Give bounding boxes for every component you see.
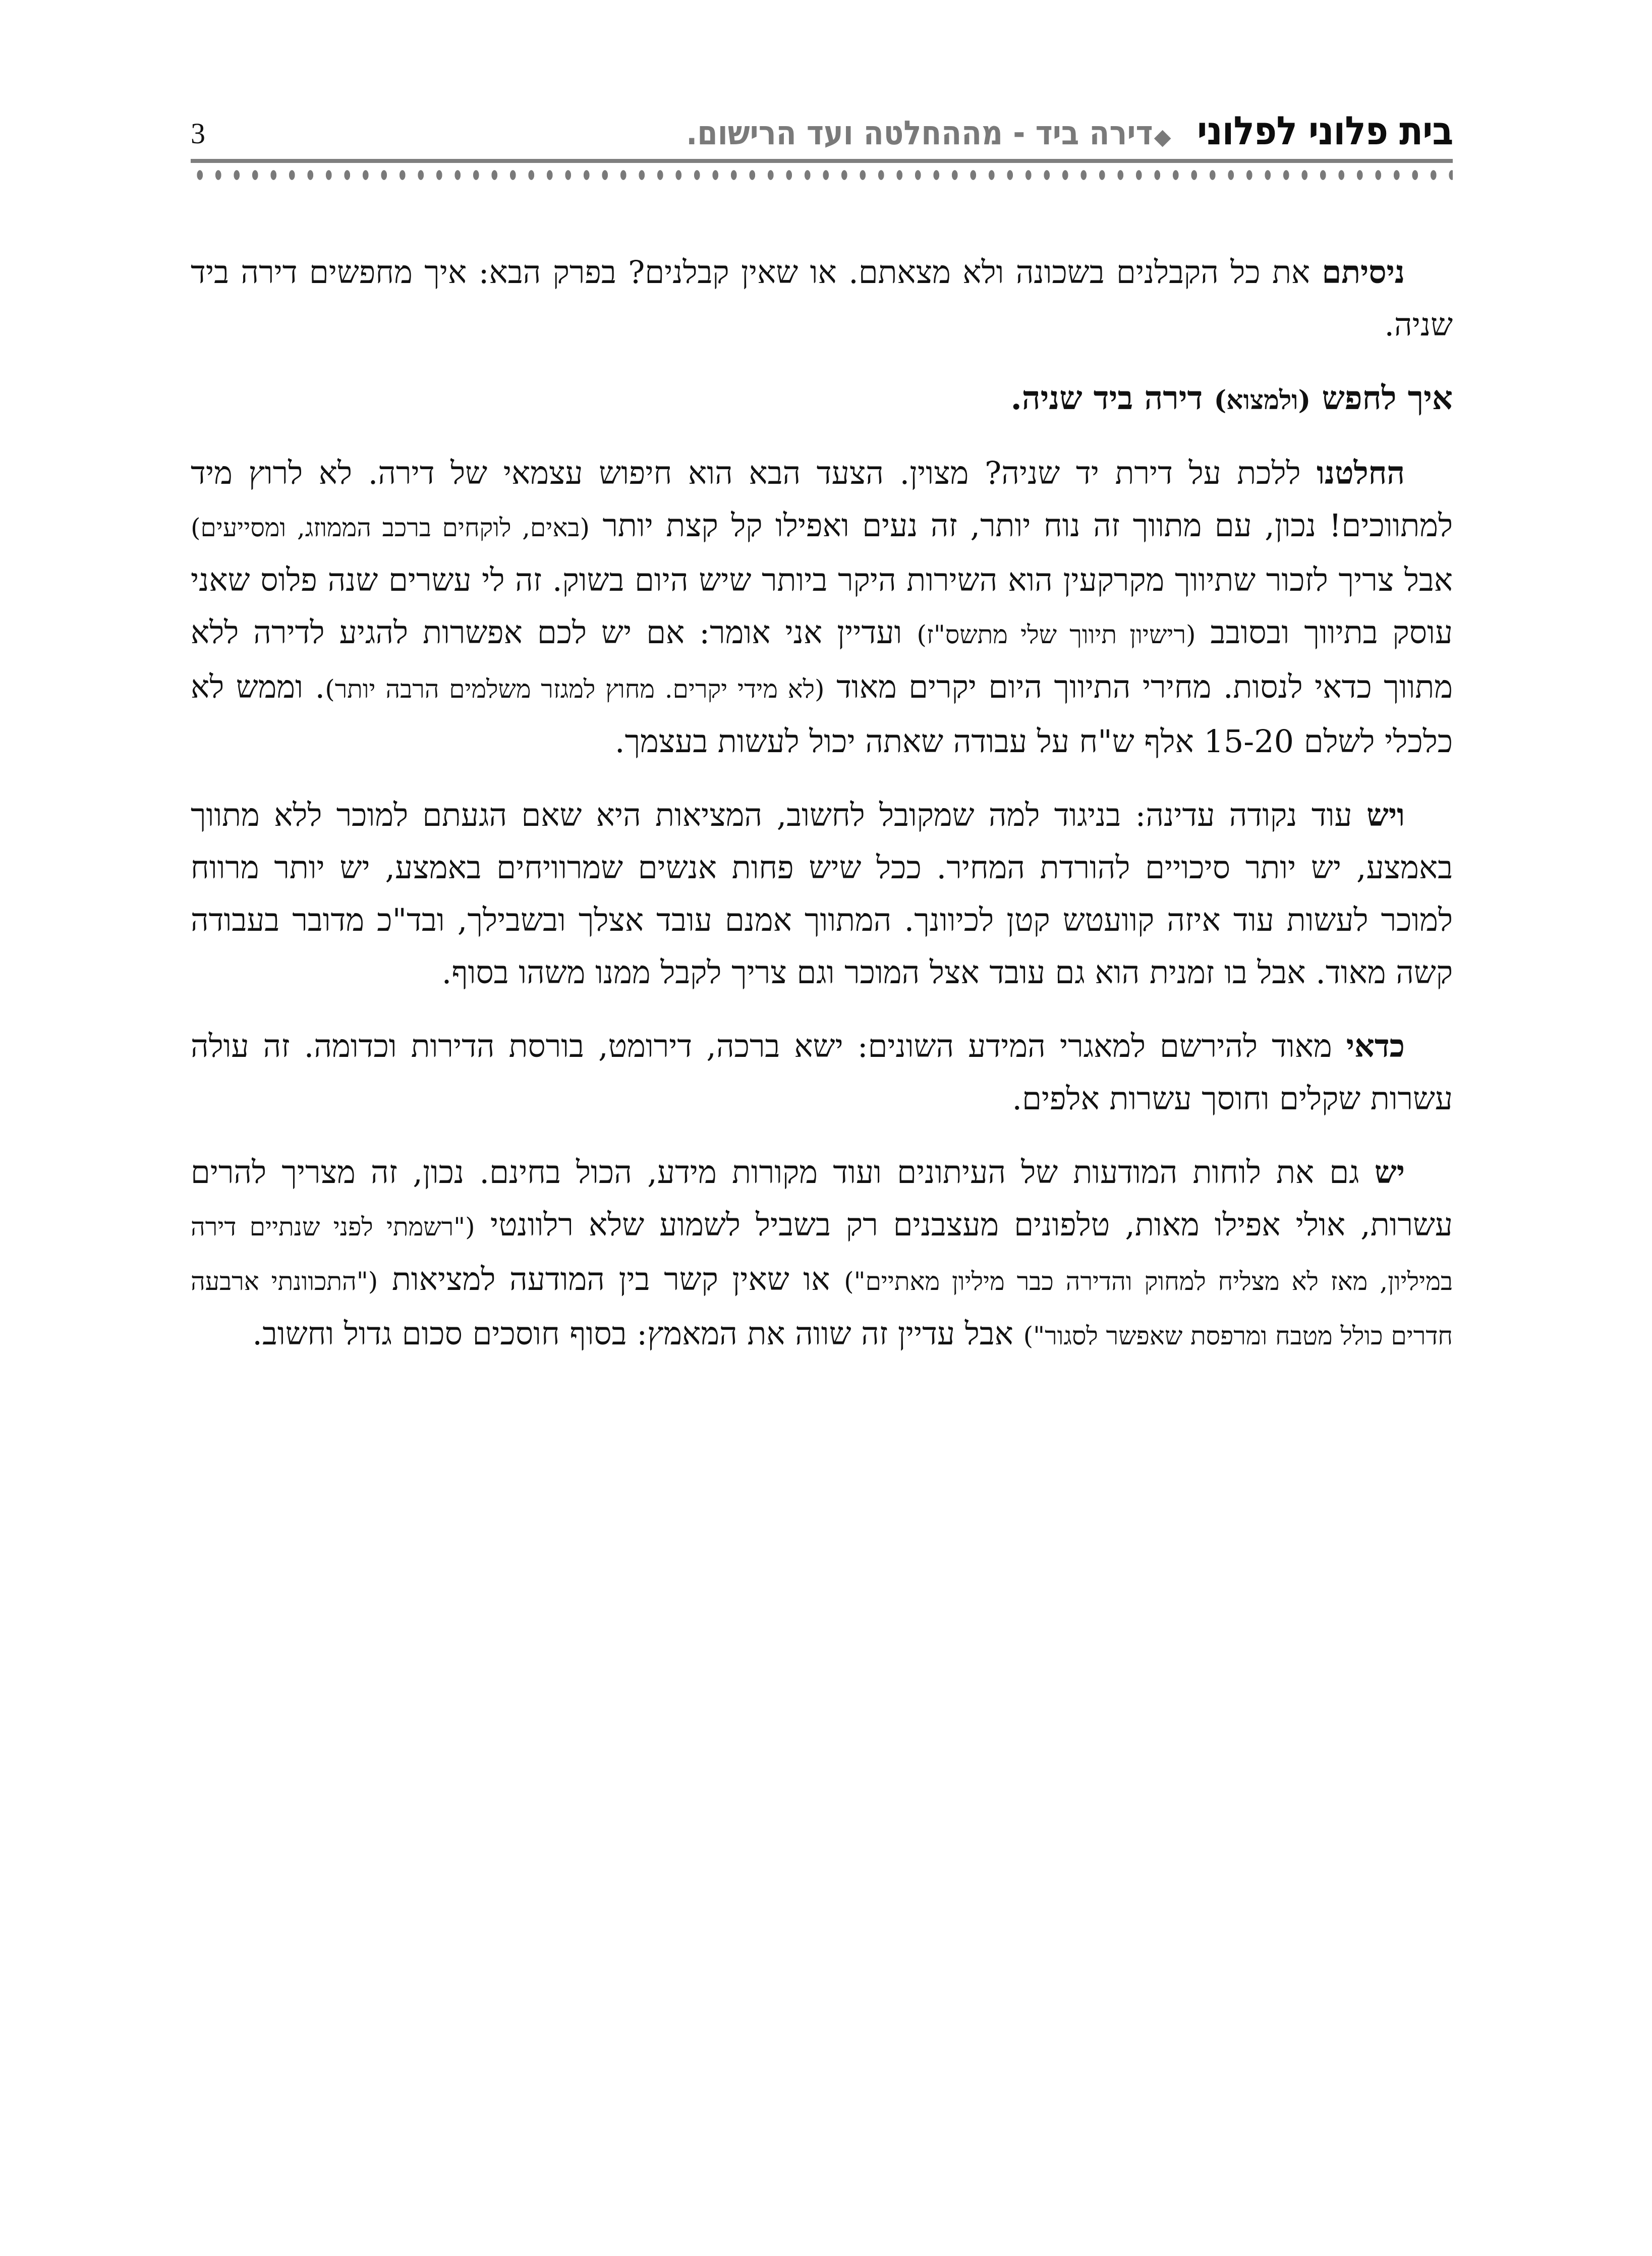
- paragraph-databases: [191, 1020, 1453, 1125]
- paragraph-text: ועדיין אני אומר: אם יש לכם אפשרות להגיע לדירה ללא מתווך כדאי לנסות. מחירי התיווך היום יקרים מאוד: [191, 614, 1453, 705]
- running-header: [191, 108, 1453, 159]
- paragraph-lead-word: יש: [1374, 1154, 1405, 1191]
- paragraph-text: או שאין קשר בין המודעה למציאות: [378, 1261, 844, 1298]
- paragraph-lead-word: ניסיתם: [1322, 254, 1405, 291]
- book-title: בית פלוני לפלוני: [1197, 108, 1453, 154]
- parenthetical-note: ("רשמתי לפני שנתיים דירה במיליון, מאז לא מצליח למחוק והדירה כבר מיליון מאתיים"): [191, 1212, 1453, 1296]
- paragraph-text: . וממש לא כלכלי לשלם 15-20 אלף ש"ח על עבודה שאתה יכול לעשות בעצמך.: [191, 668, 1453, 760]
- parenthetical-note: (לא מידי יקרים. מחוץ למגזר משלמים הרבה יותר): [325, 674, 825, 704]
- chapter-title: דירה ביד - מההחלטה ועד הרישום.: [686, 114, 1153, 152]
- paragraph-lead-word: החלטנו: [1317, 455, 1405, 491]
- paragraph-self-search: [191, 447, 1453, 768]
- paragraph-text: מאוד להירשם למאגרי המידע השונים: ישא ברכה, דירומט, בורסת הדירות וכדומה. זה עולה עשרות שקלים וחוסך עשרות אלפים.: [191, 1028, 1453, 1117]
- section-heading: [191, 372, 1453, 427]
- header-title-group: [622, 108, 1453, 154]
- page-body: [191, 246, 1453, 1383]
- paragraph-text: אבל צריך לזכור שתיווך מקרקעין הוא השירות היקר ביותר שיש היום בשוק. זה לי עשרים שנה פלוס שאני עוסק בתיווך ובסובב: [191, 561, 1453, 651]
- paragraph-lead-word: ויש: [1366, 797, 1405, 833]
- paragraph-contractors: [191, 246, 1453, 351]
- book-page: [191, 0, 1453, 2256]
- parenthetical-note: ("התכוונתי ארבעה חדרים כולל מטבח ומרפסת שאפשר לסגור"): [191, 1267, 1453, 1350]
- diamond-icon: ◆: [1154, 124, 1171, 150]
- parenthetical-note: (רישיון תיווך שלי מתשס"ז): [917, 620, 1196, 649]
- paragraph-text: עוד נקודה עדינה: בניגוד למה שמקובל לחשוב, המציאות היא שאם הגעתם למוכר ללא מתווך באמצע, יש יותר סיכויים להורדת המחיר. ככל שיש פחות אנשים שמרוויחים באמצע, יש יותר מרווח למוכר לעשות עוד איזה קוועטש קטן לכיוונך. המתווך אמנם עובד אצלך ובשבילך, ובד"כ מדובר בעבודה קשה מאוד. אבל בו זמנית הוא גם עובד אצל המוכר וגם צריך לקבל ממנו משהו בסוף.: [191, 797, 1453, 991]
- header-rule: [191, 159, 1453, 163]
- heading-parenthetical: (ולמצוא): [1214, 385, 1311, 416]
- paragraph-negotiation: [191, 789, 1453, 999]
- page-number: 3: [191, 117, 205, 150]
- paragraph-text: אבל עדיין זה שווה את המאמץ: בסוף חוסכים סכום גדול וחשוב.: [252, 1315, 1023, 1352]
- paragraph-newspapers: [191, 1146, 1453, 1362]
- paragraph-text: את כל הקבלנים בשכונה ולא מצאתם. או שאין קבלנים? בפרק הבא: איך מחפשים דירה ביד שניה.: [191, 254, 1453, 343]
- paragraph-text: ללכת על דירת יד שניה? מצוין. הצעד הבא הוא חיפוש עצמאי של דירה. לא לרוץ מיד למתווכים! נכון, עם מתווך זה נוח יותר, זה נעים ואפילו קל קצת יותר: [191, 455, 1453, 544]
- diamond-ornament-row: [191, 170, 1453, 181]
- heading-text: איך לחפש: [1311, 379, 1453, 417]
- parenthetical-note: (באים, לוקחים ברכב הממוזג, ומסייעים): [191, 513, 590, 542]
- paragraph-lead-word: כדאי: [1346, 1028, 1405, 1064]
- paragraph-text: גם את לוחות המודעות של העיתונים ועוד מקורות מידע, הכול בחינם. נכון, זה מצריך להרים עשרות, אולי אפילו מאות, טלפונים מעצבנים רק בשביל לשמוע שלא רלוונטי: [191, 1154, 1453, 1243]
- heading-text: דירה ביד שניה.: [1010, 379, 1214, 417]
